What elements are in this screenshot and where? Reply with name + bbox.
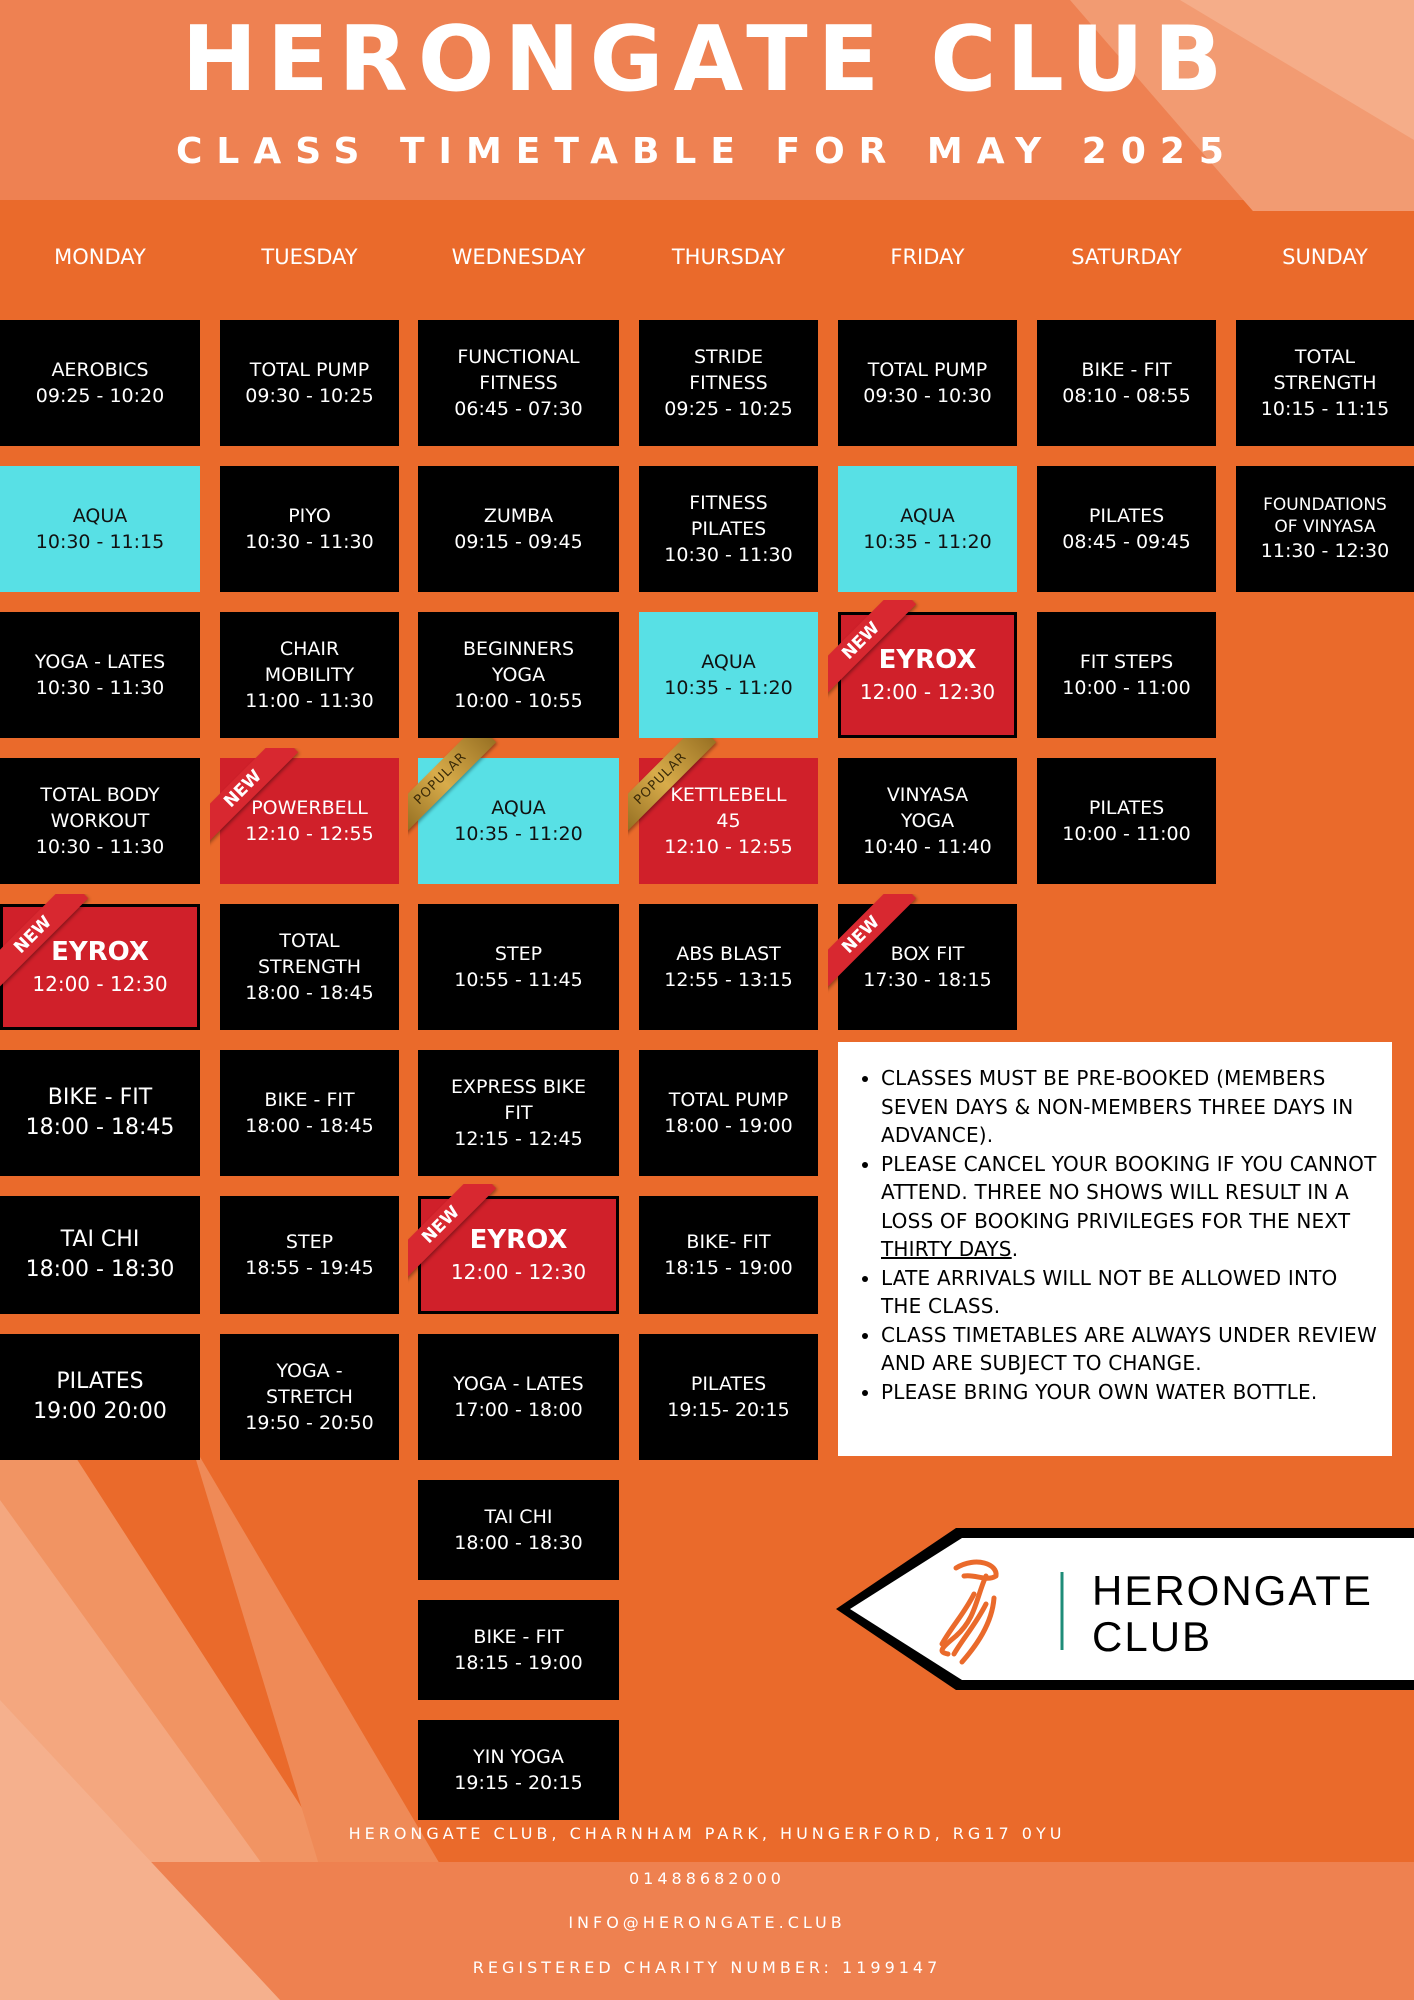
note-item: • PLEASE CANCEL YOUR BOOKING IF YOU CANNOT ATTEND. THREE NO SHOWS WILL RESULT IN A LOSS OF BOOKING PRIVILEGES FOR THE NEXT THIRTY DAYS. <box>881 1150 1378 1264</box>
class-name: EYROX <box>878 645 977 675</box>
class-name: VINYASA <box>886 784 969 806</box>
class-card-tuesday[interactable] <box>220 904 399 1030</box>
class-name: ABS BLAST <box>676 943 781 965</box>
class-name: STRETCH <box>266 1386 353 1408</box>
class-name: YOGA - <box>276 1360 343 1382</box>
new-badge: NEW <box>828 894 948 1014</box>
class-name: TOTAL <box>1294 346 1356 368</box>
class-name: YOGA <box>900 810 955 832</box>
footer-email[interactable]: INFO@HERONGATE.CLUB <box>568 1913 846 1932</box>
class-name: TOTAL PUMP <box>668 1089 789 1111</box>
class-name: TOTAL PUMP <box>867 359 988 381</box>
class-time: 17:00 - 18:00 <box>454 1399 583 1421</box>
day-header-tuesday: TUESDAY <box>261 245 358 269</box>
footer-address: HERONGATE CLUB, CHARNHAM PARK, HUNGERFORD, RG17 0YU <box>348 1824 1066 1843</box>
class-time: 09:30 - 10:25 <box>245 385 374 407</box>
class-name: AQUA <box>701 651 756 673</box>
day-header-saturday: SATURDAY <box>1071 245 1182 269</box>
class-card-saturday[interactable] <box>1037 466 1216 592</box>
class-time: 11:00 - 11:30 <box>245 690 374 712</box>
class-name: YOGA - LATES <box>34 651 166 673</box>
class-time: 09:25 - 10:25 <box>664 398 793 420</box>
class-name: FITNESS <box>479 372 558 394</box>
class-card-friday[interactable] <box>838 320 1017 446</box>
class-name: STRIDE <box>693 346 764 368</box>
class-name: STEP <box>285 1231 334 1253</box>
class-name: PILATES <box>1088 505 1165 527</box>
class-name: AQUA <box>72 505 128 527</box>
class-card-wednesday[interactable] <box>418 758 619 884</box>
class-card-friday[interactable] <box>838 758 1017 884</box>
class-card-wednesday[interactable] <box>418 1720 619 1820</box>
class-name: TAI CHI <box>60 1227 140 1252</box>
class-card-wednesday[interactable] <box>418 1480 619 1580</box>
class-time: 10:00 - 11:00 <box>1062 823 1191 845</box>
class-time: 10:00 - 10:55 <box>454 690 583 712</box>
class-card-monday[interactable] <box>0 758 200 884</box>
class-time: 19:15- 20:15 <box>667 1399 790 1421</box>
class-name: YOGA - LATES <box>453 1373 584 1395</box>
class-time: 18:15 - 19:00 <box>664 1257 793 1279</box>
class-name: BIKE - FIT <box>1081 359 1172 381</box>
class-card-monday[interactable] <box>0 1334 200 1460</box>
class-card-wednesday[interactable] <box>418 1600 619 1700</box>
underlined-text: THIRTY DAYS <box>881 1237 1012 1261</box>
class-time: 18:00 - 18:30 <box>454 1532 583 1554</box>
class-card-wednesday[interactable] <box>418 1196 619 1314</box>
class-time: 08:45 - 09:45 <box>1062 531 1191 553</box>
class-time: 18:00 - 18:45 <box>245 982 374 1004</box>
class-name: PIYO <box>288 505 331 527</box>
class-name: CHAIR <box>279 638 340 660</box>
booking-notes <box>838 1042 1392 1456</box>
class-card-wednesday[interactable] <box>418 320 619 446</box>
class-card-friday[interactable] <box>838 904 1017 1030</box>
class-card-monday[interactable] <box>0 612 200 738</box>
day-header-friday: FRIDAY <box>890 245 965 269</box>
day-header-sunday: SUNDAY <box>1282 245 1368 269</box>
class-card-thursday[interactable] <box>639 1334 818 1460</box>
class-card-tuesday[interactable] <box>220 1196 399 1314</box>
class-time: 12:55 - 13:15 <box>664 969 793 991</box>
class-time: 10:30 - 11:30 <box>245 531 374 553</box>
class-card-wednesday[interactable] <box>418 1050 619 1176</box>
class-card-thursday[interactable] <box>639 320 818 446</box>
class-card-sunday[interactable] <box>1236 466 1414 592</box>
class-name: ZUMBA <box>483 505 554 527</box>
class-time: 12:10 - 12:55 <box>664 836 793 858</box>
class-name: PILATES <box>56 1369 144 1394</box>
popular-badge: POPULAR <box>628 738 748 858</box>
footer-charity-number: REGISTERED CHARITY NUMBER: 1199147 <box>472 1958 942 1977</box>
class-name: POWERBELL <box>251 797 368 819</box>
class-name: BIKE - FIT <box>264 1089 355 1111</box>
class-time: 08:10 - 08:55 <box>1062 385 1191 407</box>
class-name: STRENGTH <box>257 956 362 978</box>
class-name: TOTAL PUMP <box>249 359 370 381</box>
class-card-saturday[interactable] <box>1037 758 1216 884</box>
class-card-monday[interactable] <box>0 904 200 1030</box>
note-item: • CLASSES MUST BE PRE-BOOKED (MEMBERS SEVEN DAYS & NON-MEMBERS THREE DAYS IN ADVANCE). <box>881 1064 1378 1150</box>
class-time: 12:15 - 12:45 <box>454 1128 583 1150</box>
class-name: BIKE- FIT <box>686 1231 771 1253</box>
class-time: 10:35 - 11:20 <box>454 823 583 845</box>
class-time: 09:25 - 10:20 <box>35 385 165 407</box>
class-card-wednesday[interactable] <box>418 466 619 592</box>
page-subtitle: CLASS TIMETABLE FOR MAY 2025 <box>176 131 1238 172</box>
class-name: FITNESS <box>689 372 768 394</box>
class-name: EYROX <box>469 1225 568 1255</box>
class-time: 18:15 - 19:00 <box>454 1652 583 1674</box>
class-card-saturday[interactable] <box>1037 320 1216 446</box>
class-name: FUNCTIONAL <box>457 346 580 368</box>
note-item: • LATE ARRIVALS WILL NOT BE ALLOWED INTO THE CLASS. <box>881 1264 1378 1321</box>
class-name: OF VINYASA <box>1274 517 1376 537</box>
class-name: TOTAL BODY <box>40 784 160 806</box>
class-time: 10:35 - 11:20 <box>863 531 992 553</box>
class-name: YOGA <box>491 664 546 686</box>
class-card-tuesday[interactable] <box>220 1050 399 1176</box>
class-card-monday[interactable] <box>0 466 200 592</box>
class-name: STEP <box>494 943 543 965</box>
class-time: 18:00 - 18:30 <box>25 1257 175 1282</box>
class-time: 19:15 - 20:15 <box>454 1772 583 1794</box>
new-badge: NEW <box>828 600 948 720</box>
class-name: KETTLEBELL <box>670 784 787 806</box>
class-card-tuesday[interactable] <box>220 758 399 884</box>
class-time: 19:00 20:00 <box>33 1399 167 1424</box>
class-time: 18:00 - 19:00 <box>664 1115 793 1137</box>
class-time: 11:30 - 12:30 <box>1260 540 1390 562</box>
class-card-thursday[interactable] <box>639 466 818 592</box>
class-time: 10:30 - 11:30 <box>664 544 793 566</box>
class-time: 12:00 - 12:30 <box>859 680 996 704</box>
class-card-thursday[interactable] <box>639 1196 818 1314</box>
class-card-sunday[interactable] <box>1236 320 1414 446</box>
class-card-thursday[interactable] <box>639 1050 818 1176</box>
class-card-thursday[interactable] <box>639 758 818 884</box>
class-name: PILATES <box>690 518 767 540</box>
footer-phone[interactable]: 01488682000 <box>629 1869 785 1888</box>
class-time: 10:40 - 11:40 <box>863 836 992 858</box>
class-card-monday[interactable] <box>0 1050 200 1176</box>
class-name: FIT STEPS <box>1079 651 1174 673</box>
class-card-tuesday[interactable] <box>220 466 399 592</box>
class-name: TOTAL <box>279 930 340 952</box>
class-name: 45 <box>716 810 741 832</box>
new-badge: NEW <box>408 1184 528 1304</box>
page-title: HERONGATE CLUB <box>181 7 1233 112</box>
class-card-tuesday[interactable] <box>220 320 399 446</box>
note-item: • CLASS TIMETABLES ARE ALWAYS UNDER REVIEW AND ARE SUBJECT TO CHANGE. <box>881 1321 1378 1378</box>
class-time: 10:55 - 11:45 <box>454 969 583 991</box>
class-name: AEROBICS <box>51 359 149 381</box>
class-card-thursday[interactable] <box>639 612 818 738</box>
class-time: 19:50 - 20:50 <box>245 1412 374 1434</box>
day-header-monday: MONDAY <box>54 245 146 269</box>
class-name: TAI CHI <box>484 1506 553 1528</box>
class-name: WORKOUT <box>50 810 150 832</box>
class-name: EYROX <box>51 937 149 967</box>
popular-badge: POPULAR <box>408 738 528 858</box>
class-name: BOX FIT <box>890 943 965 965</box>
note-item: • PLEASE BRING YOUR OWN WATER BOTTLE. <box>881 1378 1378 1407</box>
class-card-tuesday[interactable] <box>220 612 399 738</box>
class-name: FITNESS <box>689 492 768 514</box>
class-time: 18:00 - 18:45 <box>245 1115 374 1137</box>
class-card-monday[interactable] <box>0 320 200 446</box>
class-time: 18:55 - 19:45 <box>245 1257 374 1279</box>
class-time: 10:35 - 11:20 <box>664 677 793 699</box>
class-name: FOUNDATIONS <box>1263 495 1387 515</box>
class-name: EXPRESS BIKE <box>451 1076 586 1098</box>
class-time: 09:15 - 09:45 <box>454 531 583 553</box>
class-name: PILATES <box>1088 797 1165 819</box>
class-time: 10:30 - 11:30 <box>35 836 165 858</box>
class-card-wednesday[interactable] <box>418 904 619 1030</box>
logo-wordmark: HERONGATE CLUB <box>1092 1567 1373 1660</box>
class-name: PILATES <box>690 1373 767 1395</box>
new-badge: NEW <box>210 748 330 868</box>
class-card-wednesday[interactable] <box>418 612 619 738</box>
class-name: AQUA <box>900 505 955 527</box>
class-card-saturday[interactable] <box>1037 612 1216 738</box>
class-time: 12:00 - 12:30 <box>32 972 168 996</box>
class-card-monday[interactable] <box>0 1196 200 1314</box>
class-name: BIKE - FIT <box>47 1085 153 1110</box>
class-name: MOBILITY <box>264 664 355 686</box>
class-time: 10:30 - 11:15 <box>35 531 165 553</box>
class-name: YIN YOGA <box>473 1746 564 1768</box>
day-header-thursday: THURSDAY <box>671 245 786 269</box>
class-card-tuesday[interactable] <box>220 1334 399 1460</box>
day-header-wednesday: WEDNESDAY <box>451 245 586 269</box>
class-time: 09:30 - 10:30 <box>863 385 992 407</box>
class-name: AQUA <box>491 797 546 819</box>
class-card-thursday[interactable] <box>639 904 818 1030</box>
class-time: 10:30 - 11:30 <box>35 677 165 699</box>
class-time: 12:00 - 12:30 <box>450 1260 587 1284</box>
class-time: 06:45 - 07:30 <box>454 398 583 420</box>
class-card-wednesday[interactable] <box>418 1334 619 1460</box>
class-time: 10:15 - 11:15 <box>1260 398 1390 420</box>
class-time: 17:30 - 18:15 <box>863 969 992 991</box>
class-name: STRENGTH <box>1273 372 1377 394</box>
class-card-friday[interactable] <box>838 612 1017 738</box>
class-time: 10:00 - 11:00 <box>1062 677 1191 699</box>
class-name: BEGINNERS <box>462 638 575 660</box>
class-name: BIKE - FIT <box>473 1626 564 1648</box>
class-card-friday[interactable] <box>838 466 1017 592</box>
class-name: FIT <box>504 1102 533 1124</box>
class-time: 12:10 - 12:55 <box>245 823 374 845</box>
new-badge: NEW <box>0 894 120 1014</box>
class-time: 18:00 - 18:45 <box>25 1115 175 1140</box>
